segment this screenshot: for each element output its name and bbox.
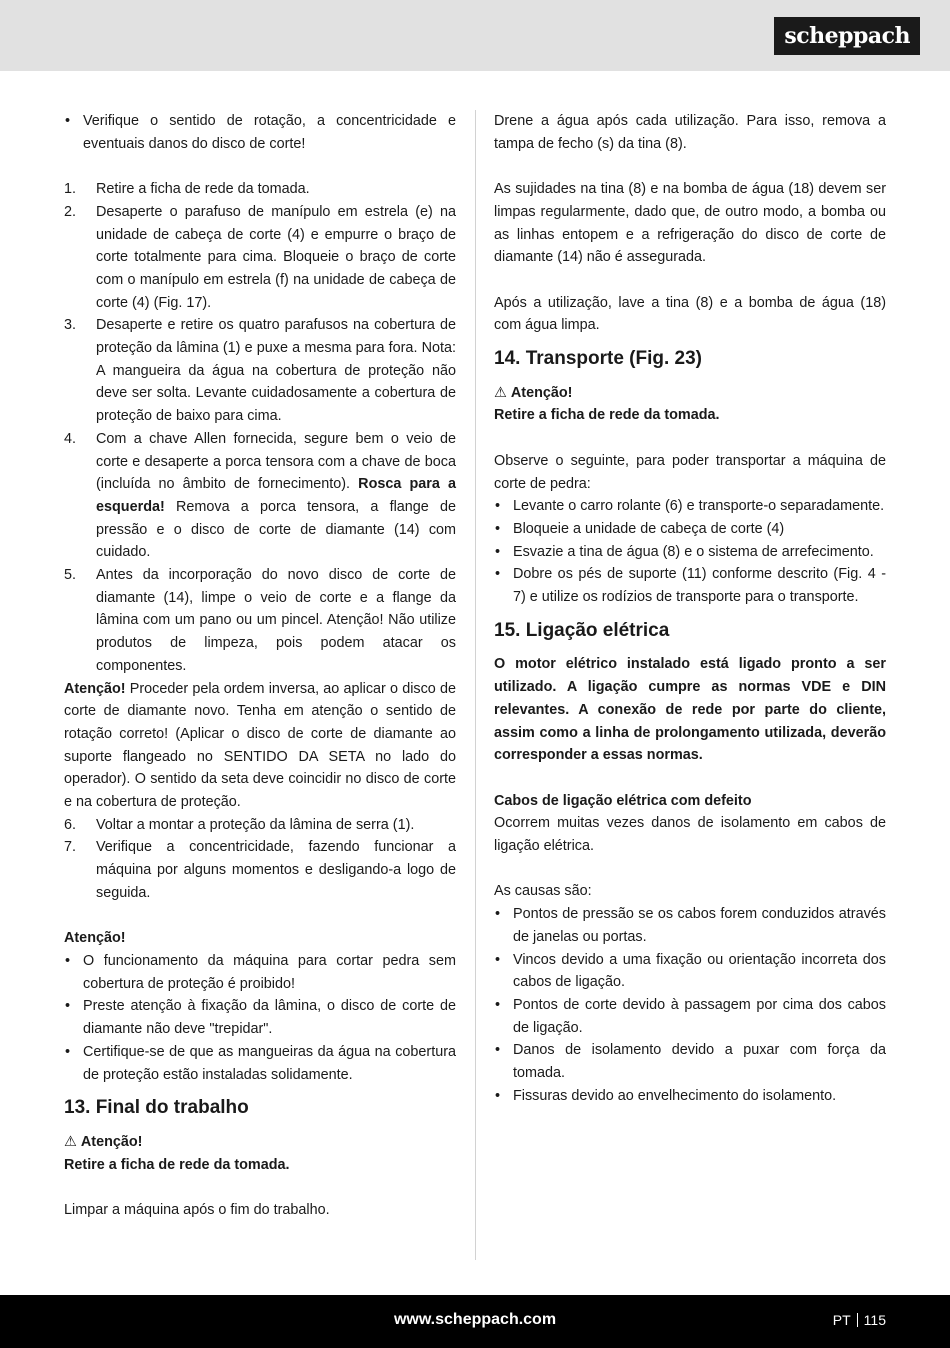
footer-url[interactable]: www.scheppach.com <box>393 1311 557 1328</box>
column-divider <box>475 110 476 1260</box>
list-item: 2. Desaperte o parafuso de manípulo em estrela (e) na unidade de cabeça de corte (4) e empurre o braço de corte totalmente para cima. Bloqueie o braço de corte com o manípulo em estrela (f) na unidade de cabeça de corte (4) (Fig. 17). <box>64 203 456 311</box>
list-item: 7. Verifique a concentricidade, fazendo funcionar a máquina por alguns momentos e desligando-a logo de seguida. <box>64 839 456 901</box>
section-14-warning: ⚠ Atenção! <box>494 384 573 401</box>
warning-icon: ⚠ <box>494 384 507 401</box>
list-item: 1. Retire a ficha de rede da tomada. <box>64 181 310 198</box>
transport-bullet-list <box>494 495 886 609</box>
right-column <box>494 110 886 1107</box>
section-13-warning: ⚠ Atenção! <box>64 1133 143 1150</box>
list-item: • Danos de isolamento devido a puxar com força da tomada. <box>494 1039 886 1084</box>
section-14-warning-text: Retire a ficha de rede da tomada. <box>494 407 720 424</box>
attention-heading: Atenção! <box>64 930 126 947</box>
left-column <box>64 110 456 1222</box>
causes-bullet-list <box>494 903 886 1107</box>
section-14-title: 14. Transporte (Fig. 23) <box>494 348 702 369</box>
list-item: 4. Com a chave Allen fornecida, segure bem o veio de corte e desaperte a porca tensora com a chave de boca (incluída no âmbito de fornecimento). Rosca para a esquerda! Remova a porca tensora, a flange de pressão e o disco de corte de diamante (14) com cuidado. <box>64 430 456 561</box>
list-item: • Certifique-se de que as mangueiras da água na cobertura de proteção estão instaladas solidamente. <box>64 1041 456 1086</box>
section-13-warning-text: Retire a ficha de rede da tomada. <box>64 1156 290 1173</box>
reassembly-note: Atenção! Proceder pela ordem inversa, ao aplicar o disco de corte de diamante novo. Tenha em atenção o sentido de rotação correto! (Aplicar o disco de corte de diamante ao suporte flangeado no SENTIDO DA SETA no lado do operador). O sentido da seta deve coincidir no disco de corte e na cobertura de proteção. <box>64 680 456 811</box>
steps-list-b <box>64 814 456 905</box>
header-bar <box>0 0 950 71</box>
list-item: • Bloqueie a unidade de cabeça de corte (4) <box>494 518 886 541</box>
cables-heading: Cabos de ligação elétrica com defeito <box>494 792 752 809</box>
list-item: • Pontos de corte devido à passagem por cima dos cabos de ligação. <box>494 994 886 1039</box>
section-15-title: 15. Ligação elétrica <box>494 619 670 641</box>
list-item: • Pontos de pressão se os cabos forem conduzidos através de janelas ou portas. <box>494 903 886 948</box>
list-item: • Preste atenção à fixação da lâmina, o disco de corte de diamante não deve "trepidar". <box>64 995 456 1040</box>
list-item: • Levante o carro rolante (6) e transporte-o separadamente. <box>494 495 886 518</box>
motor-paragraph: O motor elétrico instalado está ligado pronto a ser utilizado. A ligação cumpre as normas VDE e DIN relevantes. A conexão de rede por parte do cliente, assim como a linha de prolongamento utilizada, deverão corresponder a essas normas. <box>494 656 886 764</box>
brand-logo: scheppach <box>774 17 920 55</box>
list-item: • O funcionamento da máquina para cortar pedra sem cobertura de proteção é proibido! <box>64 950 456 995</box>
page-number: PT 115 <box>832 1312 886 1328</box>
cleaning-paragraph: As sujidades na tina (8) e na bomba de água (18) devem ser limpas regularmente, dado que, de outro modo, a bomba ou as linhas entopem e a refrigeração do disco de corte de diamante (14) não é assegurada. <box>494 181 886 266</box>
footer-bar <box>0 1295 950 1348</box>
section-13-clean: Limpar a máquina após o fim do trabalho. <box>64 1202 330 1218</box>
list-item: 3. Desaperte e retire os quatro parafusos na cobertura de proteção da lâmina (1) e puxe a mesma para fora. Nota: A mangueira da água na cobertura de proteção não deve ser solta. Levante cuidadosamente a cobertura de proteção de baixo para cima. <box>64 317 456 425</box>
list-item: 5. Antes da incorporação do novo disco de corte de diamante (14), limpe o veio de corte e a flange da lâmina com um pano ou um pincel. Atenção! Não utilize produtos de limpeza, pois podem atacar os componentes. <box>64 567 456 674</box>
drain-paragraph: Drene a água após cada utilização. Para isso, remova a tampa de fecho (s) da tina (8). <box>494 113 886 152</box>
rinse-paragraph: Após a utilização, lave a tina (8) e a bomba de água (18) com água limpa. <box>494 294 886 334</box>
intro-bullet-list <box>64 110 456 155</box>
section-13-title: 13. Final do trabalho <box>64 1097 249 1119</box>
attention-bullet-list <box>64 950 456 1086</box>
causes-intro: As causas são: <box>494 883 592 900</box>
list-item: • Vincos devido a uma fixação ou orientação incorreta dos cabos de ligação. <box>494 949 886 994</box>
list-item: • Esvazie a tina de água (8) e o sistema de arrefecimento. <box>494 541 886 564</box>
steps-list-a <box>64 178 456 428</box>
step-4-list <box>64 428 456 678</box>
list-item: 6. Voltar a montar a proteção da lâmina de serra (1). <box>64 816 415 833</box>
list-item: • Dobre os pés de suporte (11) conforme descrito (Fig. 4 - 7) e utilize os rodízios de transporte para o transporte. <box>494 563 886 608</box>
list-item: • Fissuras devido ao envelhecimento do isolamento. <box>494 1085 886 1108</box>
cables-paragraph: Ocorrem muitas vezes danos de isolamento em cabos de ligação elétrica. <box>494 815 886 855</box>
warning-icon: ⚠ <box>64 1133 77 1150</box>
transport-intro: Observe o seguinte, para poder transportar a máquina de corte de pedra: <box>494 452 886 492</box>
list-item: • Verifique o sentido de rotação, a concentricidade e eventuais danos do disco de corte! <box>64 110 456 155</box>
